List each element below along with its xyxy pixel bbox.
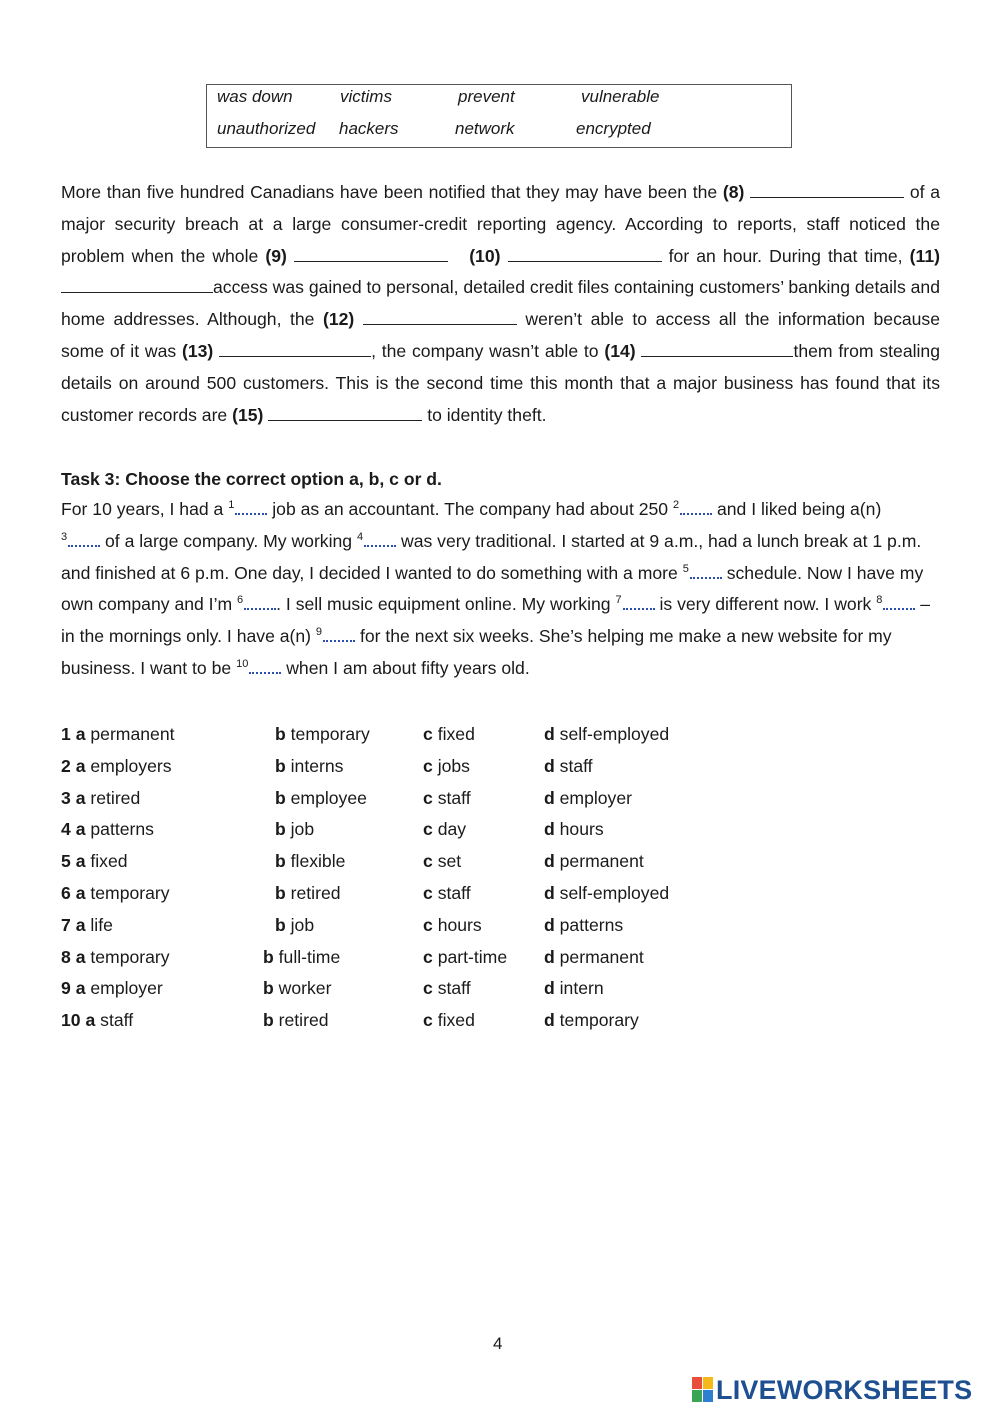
option-d[interactable]: d permanent xyxy=(544,851,644,872)
task-3-title: Task 3: Choose the correct option a, b, c or d. xyxy=(61,469,442,489)
gap-10[interactable] xyxy=(249,658,281,674)
option-b[interactable]: b flexible xyxy=(275,851,346,872)
option-b[interactable]: b full-time xyxy=(263,946,341,967)
option-d[interactable]: d self-employed xyxy=(544,724,670,744)
option-row xyxy=(61,947,761,979)
task-3-passage: For 10 years, I had a $^1$ job as an accountant. The company had about 250 $^2$ and I liked being a(n) $^3$ of a large company. My working $^4$ was very traditional. I started at 9 a.m., had a lunch break at 1 p.m. and finished at 6 p.m. One day, I decided I wanted to do something with a more $^5$ schedule. Now I have my own company and I’m $^6$ . I sell music equipment online. My working $^7$ is very different now. I work $^8$ – in the mornings only. I have a(n) $^9$ for the next six weeks. She’s helping me make a new website for my business. I want to be $^{10}$ when I am about fifty years old. xyxy=(61,499,931,678)
option-a[interactable]: 10 a staff xyxy=(61,1010,134,1031)
word-hackers: hackers xyxy=(339,119,399,138)
option-d[interactable]: d hours xyxy=(544,819,604,840)
option-row xyxy=(61,788,761,820)
option-c[interactable]: c set xyxy=(423,851,462,872)
option-b[interactable]: b job xyxy=(275,819,315,840)
gap-1[interactable] xyxy=(235,499,267,515)
gap-7[interactable] xyxy=(623,594,655,610)
gap-5[interactable] xyxy=(690,563,722,579)
option-c[interactable]: c fixed xyxy=(423,1010,475,1031)
option-b[interactable]: b temporary xyxy=(275,724,370,744)
blank-8[interactable] xyxy=(750,183,904,198)
option-b[interactable]: b job xyxy=(275,914,315,935)
option-a[interactable]: 9 a employer xyxy=(61,978,163,999)
gap-4[interactable] xyxy=(364,531,396,547)
option-a[interactable]: 1 a permanent xyxy=(61,724,175,744)
blank-15[interactable] xyxy=(268,406,422,421)
option-row xyxy=(61,915,761,947)
page-number: 4 xyxy=(493,1334,503,1353)
option-a[interactable]: 2 a employers xyxy=(61,755,172,776)
gap-2[interactable] xyxy=(680,499,712,515)
option-c[interactable]: c fixed xyxy=(423,724,475,744)
word-prevent: prevent xyxy=(458,87,515,106)
option-c[interactable]: c hours xyxy=(423,914,482,935)
blank-14[interactable] xyxy=(641,342,793,357)
option-d[interactable]: d self-employed xyxy=(544,883,670,903)
option-a[interactable]: 8 a temporary xyxy=(61,946,170,967)
option-a[interactable]: 4 a patterns xyxy=(61,819,154,840)
option-row xyxy=(61,851,761,883)
blank-9[interactable] xyxy=(294,247,448,262)
word-bank-box xyxy=(206,84,792,148)
gap-8[interactable] xyxy=(883,594,915,610)
liveworksheets-logo xyxy=(692,1375,972,1405)
gap-fill-passage: More than five hundred Canadians have been notified that they may have been the (8) of a major security breach at a large consumer-credit reporting agency. According to reports, staff noticed the problem when the whole (9) (10) for an hour. During that time, (11) access was gained to personal, detailed credit files containing customers’ banking details and home addresses. Although, the (12) weren’t able to access all the information because some of it was (13) , the company wasn’t able to (14) them from stealing details on around 500 customers. This is the second time this month that a major business has found that its customer records are (15) to identity theft. xyxy=(61,182,941,425)
option-a[interactable]: 7 a life xyxy=(61,914,113,935)
option-row xyxy=(61,819,761,851)
option-c[interactable]: c staff xyxy=(423,978,471,999)
word-encrypted: encrypted xyxy=(576,119,651,138)
option-d[interactable]: d permanent xyxy=(544,946,644,967)
option-a[interactable]: 6 a temporary xyxy=(61,883,170,903)
logo-icon xyxy=(692,1377,714,1403)
option-a[interactable]: 3 a retired xyxy=(61,787,141,808)
option-c[interactable]: c part-time xyxy=(423,946,508,967)
option-d[interactable]: d temporary xyxy=(544,1010,639,1031)
logo-text: LIVEWORKSHEETS xyxy=(716,1374,973,1405)
blank-10[interactable] xyxy=(508,247,662,262)
word-was-down: was down xyxy=(217,87,293,106)
option-row xyxy=(61,724,761,756)
option-c[interactable]: c jobs xyxy=(423,755,470,776)
word-victims: victims xyxy=(340,87,392,106)
gap-3[interactable] xyxy=(68,531,100,547)
gap-9[interactable] xyxy=(323,626,355,642)
option-b[interactable]: b retired xyxy=(263,1010,329,1031)
option-b[interactable]: b retired xyxy=(275,883,341,903)
option-c[interactable]: c day xyxy=(423,819,467,840)
option-b[interactable]: b employee xyxy=(275,787,367,808)
option-row xyxy=(61,978,761,1010)
option-b[interactable]: b worker xyxy=(263,978,332,999)
option-d[interactable]: d intern xyxy=(544,978,604,999)
blank-12[interactable] xyxy=(363,310,517,325)
gap-6[interactable] xyxy=(244,594,276,610)
word-network: network xyxy=(455,119,515,138)
word-unauthorized: unauthorized xyxy=(217,119,316,138)
option-row xyxy=(61,1010,761,1042)
blank-11[interactable] xyxy=(61,278,213,293)
option-d[interactable]: d staff xyxy=(544,755,593,776)
option-d[interactable]: d employer xyxy=(544,787,633,808)
option-d[interactable]: d patterns xyxy=(544,914,624,935)
blank-13[interactable] xyxy=(219,342,371,357)
option-row xyxy=(61,756,761,788)
option-c[interactable]: c staff xyxy=(423,787,471,808)
word-vulnerable: vulnerable xyxy=(581,87,660,106)
option-b[interactable]: b interns xyxy=(275,755,344,776)
option-row xyxy=(61,883,761,915)
option-a[interactable]: 5 a fixed xyxy=(61,851,128,872)
option-c[interactable]: c staff xyxy=(423,883,471,903)
